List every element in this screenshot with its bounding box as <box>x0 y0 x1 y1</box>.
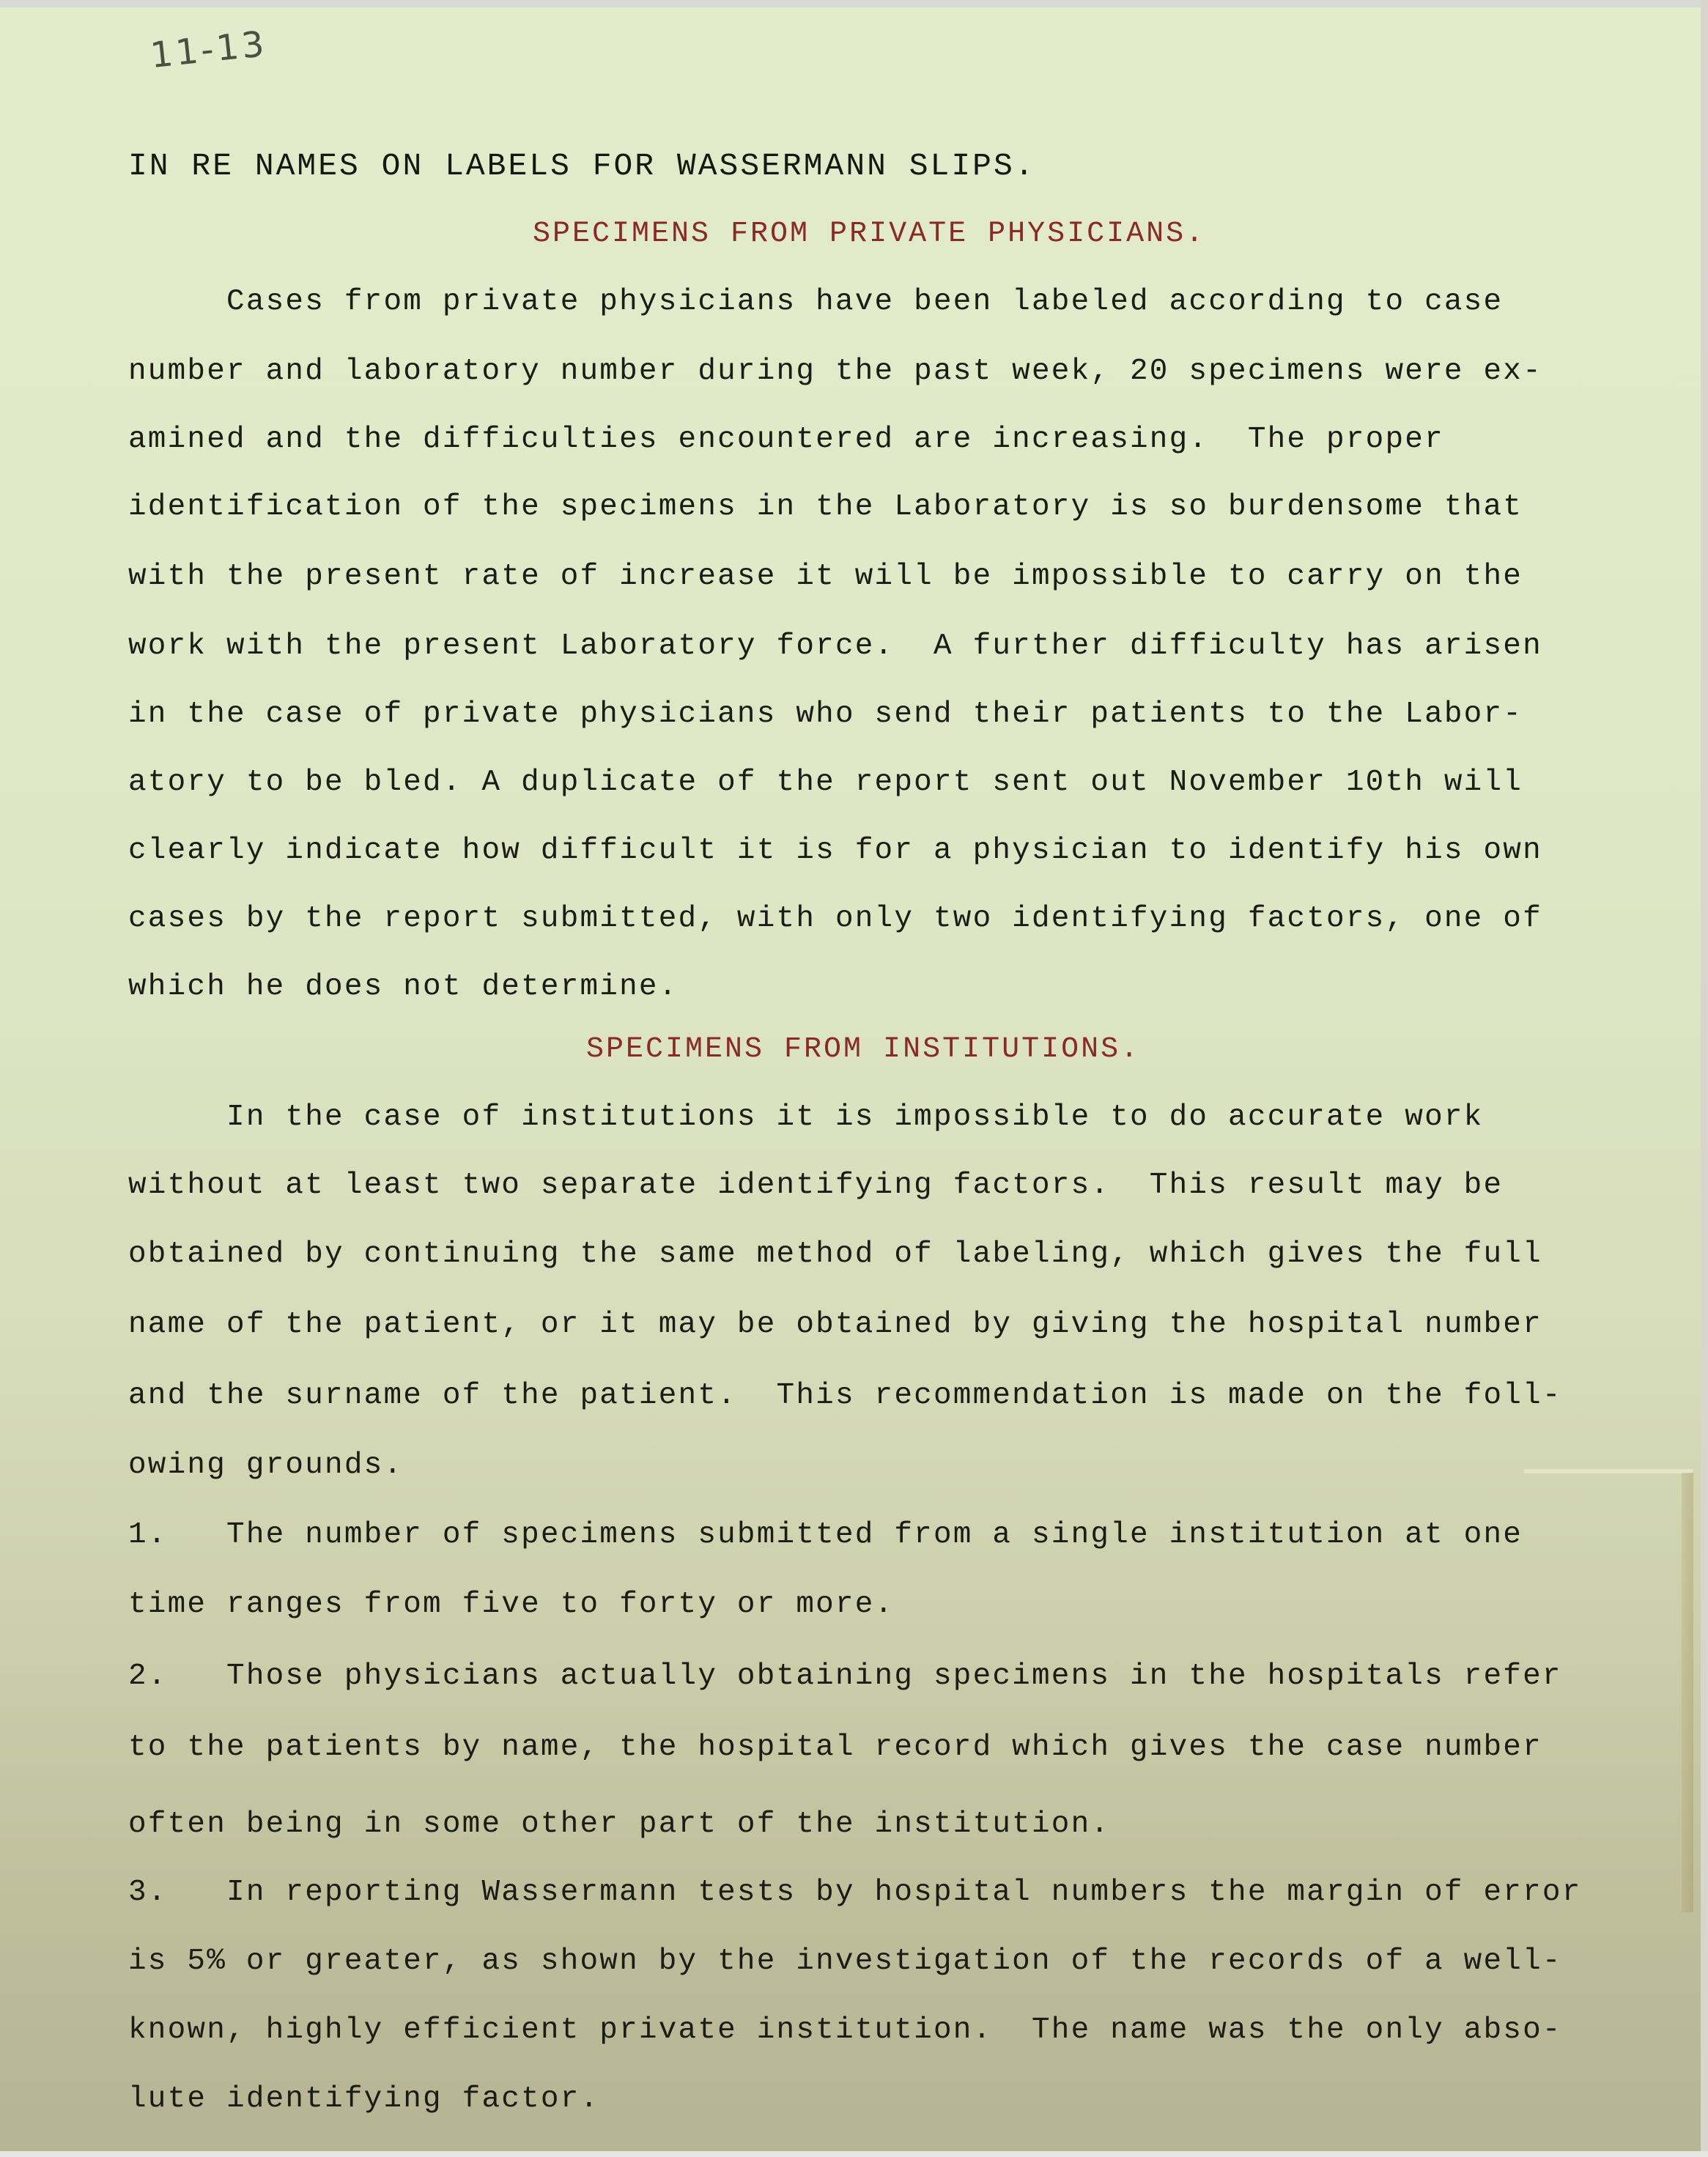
text-line: which he does not determine. <box>128 970 679 1004</box>
paper-fold-line <box>1524 1469 1693 1473</box>
text-line: owing grounds. <box>128 1449 404 1482</box>
numbered-item-2: 2. Those physicians actually obtaining specimens in the hospitals refer <box>128 1660 1562 1693</box>
text-line: often being in some other part of the institution. <box>128 1808 1111 1841</box>
text-line: without at least two separate identifying factors. This result may be <box>128 1169 1504 1202</box>
page-edge <box>1701 0 1708 2157</box>
numbered-item-1: 1. The number of specimens submitted from a single institution at one <box>128 1518 1523 1552</box>
text-line: is 5% or greater, as shown by the investigation of the records of a well- <box>128 1945 1562 1978</box>
text-line: Cases from private physicians have been labeled according to case <box>128 285 1504 319</box>
text-line: work with the present Laboratory force. A further difficulty has arisen <box>128 629 1542 663</box>
text-line: atory to be bled. A duplicate of the report sent out November 10th will <box>128 766 1523 799</box>
text-line: known, highly efficient private institution. The name was the only abso- <box>128 2013 1562 2047</box>
text-line: name of the patient, or it may be obtained by giving the hospital number <box>128 1308 1542 1342</box>
numbered-item-3: 3. In reporting Wassermann tests by hospital numbers the margin of error <box>128 1876 1582 1909</box>
text-line: amined and the difficulties encountered are increasing. The proper <box>128 423 1444 456</box>
text-line: cases by the report submitted, with only two identifying factors, one of <box>128 902 1542 936</box>
section-heading-institutions: SPECIMENS FROM INSTITUTIONS. <box>586 1033 1141 1066</box>
text-line: to the patients by name, the hospital record which gives the case number <box>128 1731 1542 1764</box>
handwritten-note: 11-13 <box>148 23 269 77</box>
text-line: identification of the specimens in the Laboratory is so burdensome that <box>128 490 1523 524</box>
text-line: in the case of private physicians who send their patients to the Labor- <box>128 698 1523 731</box>
text-line: with the present rate of increase it will be impossible to carry on the <box>128 560 1523 593</box>
text-line: and the surname of the patient. This recommendation is made on the foll- <box>128 1379 1562 1413</box>
text-line: In the case of institutions it is impossible to do accurate work <box>128 1100 1484 1134</box>
document-title: IN RE NAMES ON LABELS FOR WASSERMANN SLIPS. <box>128 148 1036 184</box>
text-line: lute identifying factor. <box>128 2082 600 2116</box>
text-line: clearly indicate how difficult it is for a physician to identify his own <box>128 834 1542 867</box>
text-line: time ranges from five to forty or more. <box>128 1588 895 1621</box>
paper-fold-edge <box>1682 1473 1693 1912</box>
text-line: obtained by continuing the same method of labeling, which gives the full <box>128 1237 1542 1271</box>
section-heading-private-physicians: SPECIMENS FROM PRIVATE PHYSICIANS. <box>533 218 1206 251</box>
text-line: number and laboratory number during the past week, 20 specimens were ex- <box>128 355 1542 388</box>
